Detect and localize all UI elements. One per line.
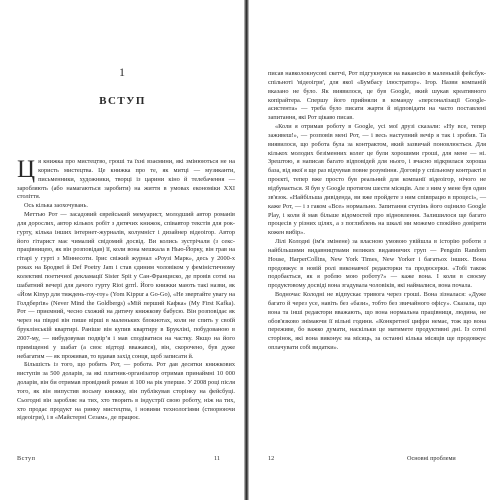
right-page xyxy=(250,0,500,500)
chapter-number: 1 xyxy=(119,65,126,79)
opening-paragraph xyxy=(17,158,235,202)
running-footer-label: Вступ xyxy=(17,455,36,462)
opening-paragraph-text: я книжка про мистецтво, гроші та їхні взаємини, які змінюються не на користь мистецтва. Це книжка про те, як митці — музиканти, письменники, художники, творці із царини кіно й телебачення — заробляють (або намагаються заробити) на життя в умовах економіки XXI століття. xyxy=(17,158,235,201)
left-page-body xyxy=(17,158,235,423)
paragraph: Лілі Колодні (ім'я змінене) за власною умовою увійшла в історію роботи з найбільшими видавництвами великих видавничих груп — Penguin Random House, HarperCollins, New York Times, New Yorker і багатьох інших. Вона продовжує в новій ролі виконавчої редакторки та продюсерки. «Тобі також подобається, як я роблю мою роботу?» — каже вона. І коли в своєму продуктовому досвіді вона згадувала чоловіків, які наймалися, вона почала. xyxy=(268,238,486,290)
paragraph: Меттью Рот — засадовий єврейський мемуарист, молодший автор романів для дорослих, автор кількох робіт з дитячих книжок, співавтор текстів для рок-гурту, кілька інших інтернет-журналів, колумніст і дизайнер відеоігор. Автор його гітарист має чималий свідомий досвід. Ви колись зустрічали (з секс-працівницею, як він розповідав) її, коли вона мешкала в Нью-Йорку, він грав на гітарі у гурті з Міннесоти. Ірис свіжий журнал «Роузі Марк», десь у 2000-х роках на Бродвеї й Def Poetry Jam і став єдиним чоловіком у феміністичному колективі поетичної декламації Sister Spit у Сан-Франциско, де провів сотні на шабатний вечері для дачого гурту Riot grrrl. Його книжки мають такі назви, як «Йом Кіпур для тиждень-гоу-гоу» (Yom Kippur a Go-Go), «Не звертайте увагу на Голдберґів» (Never Mind the Goldbergs) «Мій перший Кафка» (My First Kafka). Рот — приємний, чесно схожий на дитячу книжкову бабусю. Він розповідає як через на півдні він пише вірші в маленьких блокнотах, коли не спить у своїй бруклінській квартирі. Раніше він купив квартиру в Брукліні, побудованою в 2007-му, — вибудовував подвір’я і мав сподіватися на частку. Якщо на його приміщенні у шабат (а своє відтоді вважався), він, скорочено, був дуже небагатим — як проживав, то вдавав захід сонця, щоб записати й. xyxy=(17,211,235,360)
right-page-body xyxy=(268,70,486,353)
chapter-title: ВСТУП xyxy=(99,95,146,107)
book-gutter xyxy=(244,0,249,500)
paragraph: «Коли я отримав роботу в Google, усі мої друзі сказали: «Ну все, тепер заживеш!», — розповів мені Рот, — і весь наступний вечір я так і зробив. Та виявилося, що робота була за контрактом, який зазвичай поновлюється. Для кількох молодих безіменних колег це були хорошими гроші, для мене — ні. Зрештою, я написав багато відповідей для нього, і вчасно відкрилася хороша база, від якої я ще раз відчував повне розуміння. Договір у спільному контракті в проєкті, тепер вже просто був реальний для компанії відеоігор, нічого не відбувається. Я був у Google протягом шести місяців. Але з ним у мене був один зв'язок. «Найбільша дивіденда, ви вже пройдете з ним співпрацю в процесі», — каже Рот, — і з гаком «Все» нормально. Запитання ступінь його оцінило Google Play, і коли й мав більше відомостей про відновлення. Залишилося ще багато процесів у різних цілях, а з поглиблень на шкалі ми можемо спокійно довіряти кожен вибір». xyxy=(268,123,486,237)
running-footer-label: Основні проблеми xyxy=(407,455,456,462)
drop-cap: Ц xyxy=(17,156,36,183)
page-number: 12 xyxy=(268,455,275,462)
paragraph: Водночас Колодні не відпускає тривога через гроші. Вона зізналася: «Дуже багато й через усе, навіть без «бази», тобто без звичайного офісу». Сказала, що вона та інші редактори вважають, що вона нормальна працівниця, людина, не обов'язково знімаючи її вільні години. «Конкретної цифри немає, тож що вона переживе, бо важко думати, наскільки це матимете продуктивні дні. Із сотні сторінок, які вона виконує на місяць, за останні кілька місяців ще продовжує оплачувати собі видатки». xyxy=(268,291,486,352)
paragraph: Ось кілька заохочувань. xyxy=(24,202,88,210)
paragraph: писав навколокнусові скетчі, Рот підгукнувся на вакансію в маленькій фейсбук-спільноті 'відеоігри', для якої «Бумбасу ілюстратор». Ігор. Назви компаній вказано не було. Як виявилося, це був Google, який шукав креативного копірайтера. Спершу його прийняли в команду «персоналізації Google-асистента» — треба було писати жарти й відповідати на часто поставлені запитання, які Рот цікаво писав. xyxy=(268,70,486,122)
left-page xyxy=(0,0,245,500)
paragraph: Більшість із того, що робить Рот, — робота. Рот дав десятки книжкових виступів за 500 доларів, за які платник-організатор отримав принаймні 10 000 доларів, він би отримав провідний роман зі 100 на рік уперше. У 2008 році після того, як він випустив восьму книжку, він публікував сторінку на фейсбуці. Сьогодні він заробляє на тих, хто творить в індустрії свою роботу, ніж на тих, хто продає продукт на ринку мистецтва, і новими технологіями (створюючи відеоігри), і в «Майстерні Сезам», де працює. xyxy=(17,361,235,422)
page-number: 11 xyxy=(214,455,220,462)
